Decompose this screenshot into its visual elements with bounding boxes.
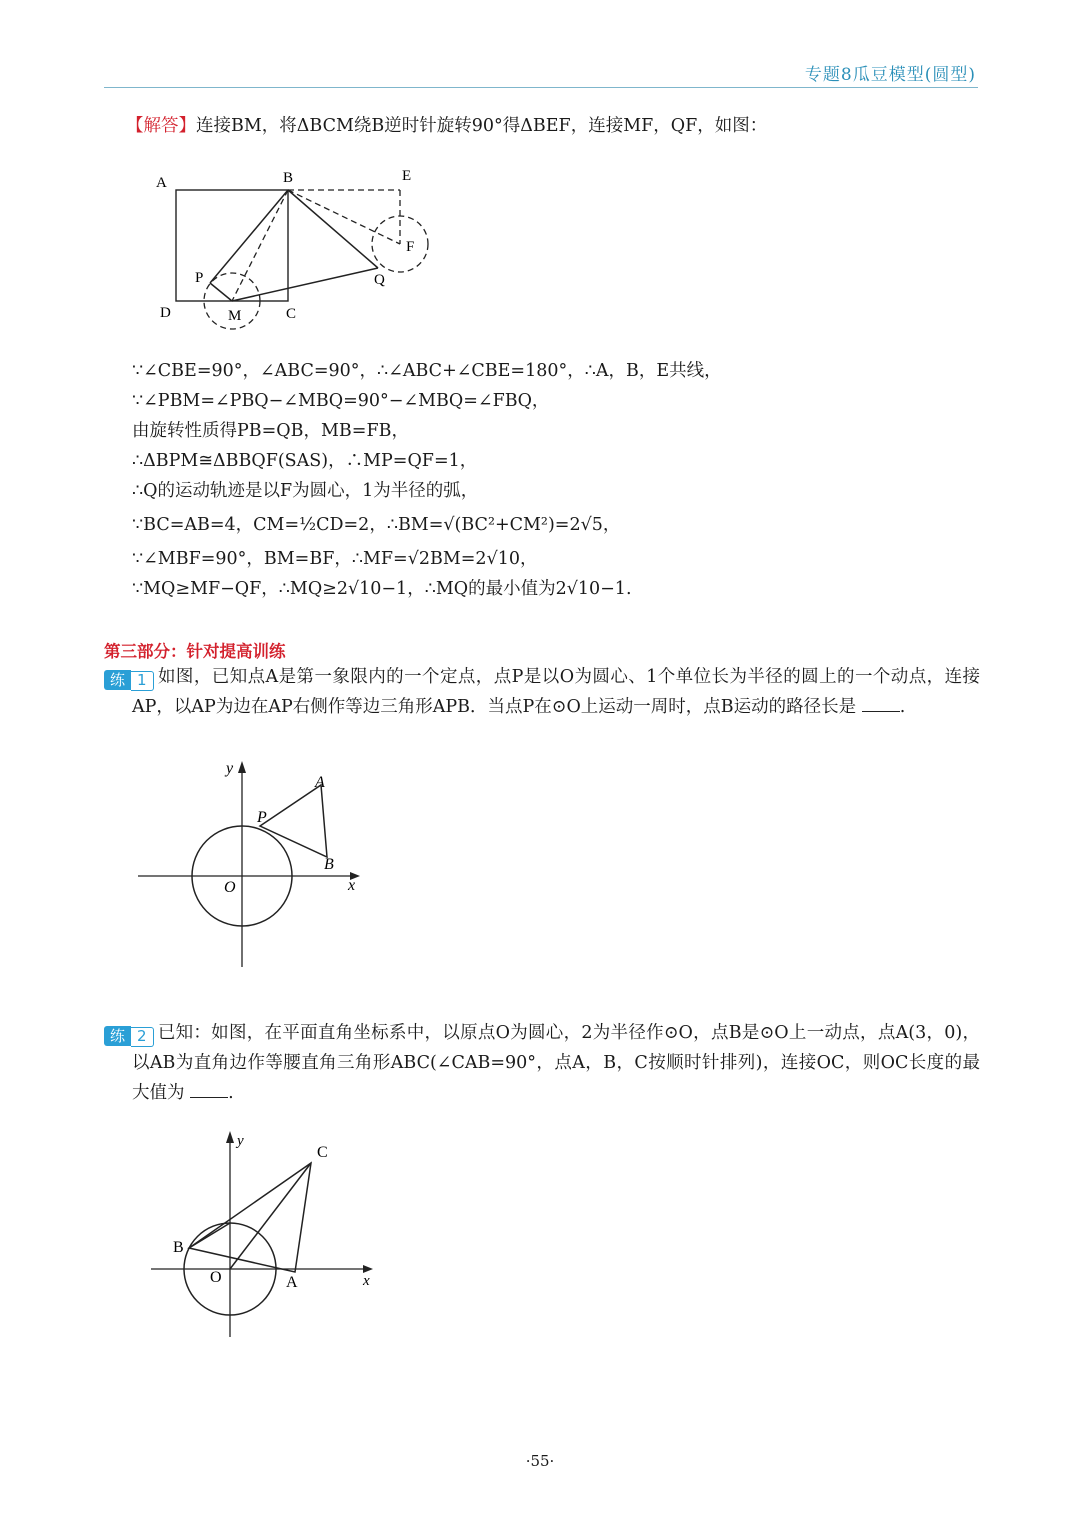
label-b: B (173, 1239, 184, 1256)
proof-line: ∴ΔBPM≅ΔBBQF(SAS)，∴MP=QF=1， (132, 451, 478, 471)
segment-bm (232, 190, 288, 301)
proof-block (132, 356, 722, 604)
proof-line: ∵MQ≥MF−QF，∴MQ≥2√10−1，∴MQ的最小值为2√10−1. (132, 579, 632, 599)
label-x: x (348, 877, 356, 894)
figure-isosceles-right-triangle (145, 1125, 385, 1345)
proof-line: ∴Q的运动轨迹是以F为圆心，1为半径的弧， (132, 481, 479, 501)
answer-blank (862, 695, 900, 712)
triangle-apb (260, 785, 327, 857)
segment-bq (288, 190, 378, 268)
label-o: O (210, 1269, 222, 1286)
proof-line: ∵BC=AB=4，CM=½CD=2，∴BM=√(BC²+CM²)=2√5， (132, 515, 621, 535)
triangle-abc (189, 1163, 311, 1272)
label-m: M (228, 308, 242, 324)
answer-tag: 【解答】 (126, 116, 196, 136)
header-title: 专题8瓜豆模型(圆型) (804, 65, 976, 85)
segment-pm (210, 283, 232, 301)
y-axis-arrow (226, 1131, 234, 1143)
label-x: x (363, 1273, 370, 1289)
exercise-1-text: 如图，已知点A是第一象限内的一个定点，点P是以O为圆心、1个单位长为半径的圆上的一个动点，连接AP，以AP为边在AP右侧作等边三角形APB．当点P在⊙O上运动一周时，点B运动的路径长是 (132, 667, 980, 717)
label-c: C (286, 306, 297, 322)
segment-bf (288, 190, 400, 244)
exercise-2: 练 2 已知：如图，在平面直角坐标系中，以原点O为圆心，2为半径作⊙O，点B是⊙O上一动点，点A(3，0)，以AB为直角边作等腰直角三角形ABC(∠CAB=90°，点A，B，C按顺时针排列)，连接OC，则OC长度的最大值为 . (104, 1018, 980, 1108)
square-abcd (176, 190, 288, 301)
exercise-badge: 练 1 (104, 670, 154, 690)
answer-text: 连接BM，将ΔBCM绕B逆时针旋转90°得ΔBEF，连接MF，QF，如图： (196, 116, 768, 136)
segment-mq (232, 268, 378, 301)
proof-line: ∵∠CBE=90°，∠ABC=90°，∴∠ABC+∠CBE=180°，∴A，B，E共线， (132, 361, 722, 381)
segment-oc (230, 1163, 311, 1269)
label-e: E (402, 168, 412, 184)
label-a: A (315, 774, 325, 791)
label-p: P (257, 809, 267, 826)
label-c: C (317, 1144, 328, 1161)
exercise-badge: 练 2 (104, 1026, 154, 1046)
figure-equilateral-triangle (130, 755, 380, 975)
x-axis-arrow (363, 1265, 373, 1273)
header-divider (104, 87, 978, 88)
label-y: y (237, 1133, 244, 1149)
label-b: B (324, 856, 334, 873)
segment-bp (210, 190, 288, 283)
label-q: Q (374, 272, 385, 288)
section-title: 第三部分：针对提高训练 (104, 642, 286, 661)
answer-blank (190, 1081, 228, 1098)
y-axis-arrow (238, 761, 246, 773)
figure-square-rotation (150, 160, 450, 335)
label-y: y (226, 760, 234, 777)
label-b: B (283, 170, 294, 186)
label-d: D (160, 305, 171, 321)
page-number: ·55· (525, 1452, 555, 1470)
exercise-2-text: 已知：如图，在平面直角坐标系中，以原点O为圆心，2为半径作⊙O，点B是⊙O上一动点，点A(3，0)，以AB为直角边作等腰直角三角形ABC(∠CAB=90°，点A，B，C按顺时针排列)，连接OC，则OC长度的最大值为 (132, 1023, 980, 1103)
proof-line: ∵∠MBF=90°，BM=BF，∴MF=√2BM=2√10， (132, 549, 538, 569)
answer-intro (126, 112, 767, 137)
proof-line: ∵∠PBM=∠PBQ−∠MBQ=90°−∠MBQ=∠FBQ， (132, 391, 550, 411)
label-a: A (286, 1274, 298, 1291)
label-f: F (406, 239, 415, 255)
label-o: O (224, 879, 236, 896)
proof-line: 由旋转性质得PB=QB，MB=FB， (132, 421, 409, 441)
label-p: P (195, 270, 204, 286)
segment-chord (189, 1223, 230, 1248)
label-a: A (156, 175, 167, 191)
exercise-1: 练 1 如图，已知点A是第一象限内的一个定点，点P是以O为圆心、1个单位长为半径的圆上的一个动点，连接AP，以AP为边在AP右侧作等边三角形APB．当点P在⊙O上运动一周时，点B运动的路径长是 . (104, 662, 980, 722)
